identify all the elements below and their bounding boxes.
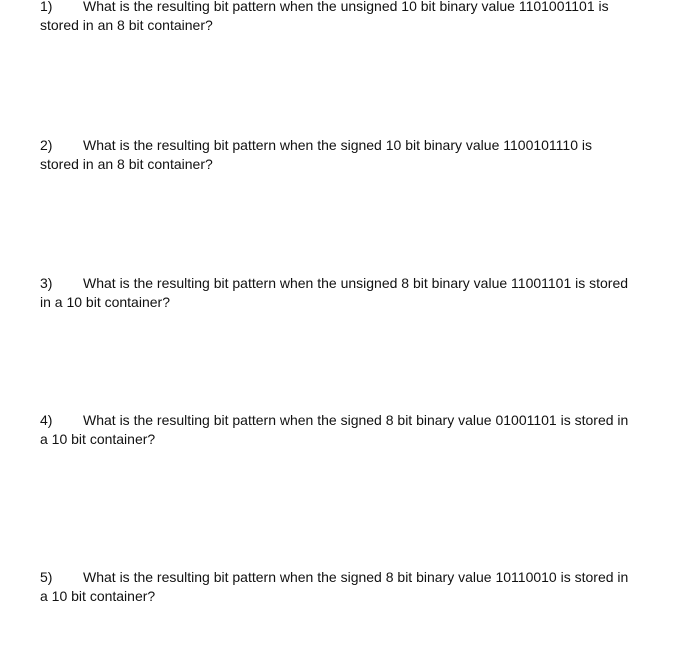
question-3-line-1 [40, 274, 652, 293]
question-3-number: 3) [40, 275, 53, 291]
question-4-line-1 [40, 411, 652, 430]
question-2-text: What is the resulting bit pattern when the signed 10 bit binary value 1100101110 is [83, 137, 592, 153]
question-5-text: What is the resulting bit pattern when the signed 8 bit binary value 10110010 is stored in [83, 569, 629, 585]
question-3-line-2: in a 10 bit container? [40, 294, 170, 310]
question-3 [40, 274, 652, 312]
question-5 [40, 568, 652, 606]
question-1 [40, 0, 652, 35]
question-1-line-1 [40, 0, 652, 16]
question-4 [40, 411, 652, 449]
question-2-number: 2) [40, 137, 53, 153]
question-4-text: What is the resulting bit pattern when the signed 8 bit binary value 01001101 is stored in [83, 412, 629, 428]
question-5-line-1 [40, 568, 652, 587]
question-1-number: 1) [40, 0, 53, 14]
question-5-line-2: a 10 bit container? [40, 588, 156, 604]
question-4-line-2: a 10 bit container? [40, 431, 156, 447]
question-3-text: What is the resulting bit pattern when the unsigned 8 bit binary value 11001101 is stored [83, 275, 629, 291]
question-2 [40, 136, 652, 174]
question-1-text: What is the resulting bit pattern when the unsigned 10 bit binary value 1101001101 is [83, 0, 609, 14]
question-4-number: 4) [40, 412, 53, 428]
question-5-number: 5) [40, 569, 53, 585]
question-1-line-2: stored in an 8 bit container? [40, 17, 213, 33]
question-2-line-1 [40, 136, 652, 155]
question-2-line-2: stored in an 8 bit container? [40, 156, 213, 172]
